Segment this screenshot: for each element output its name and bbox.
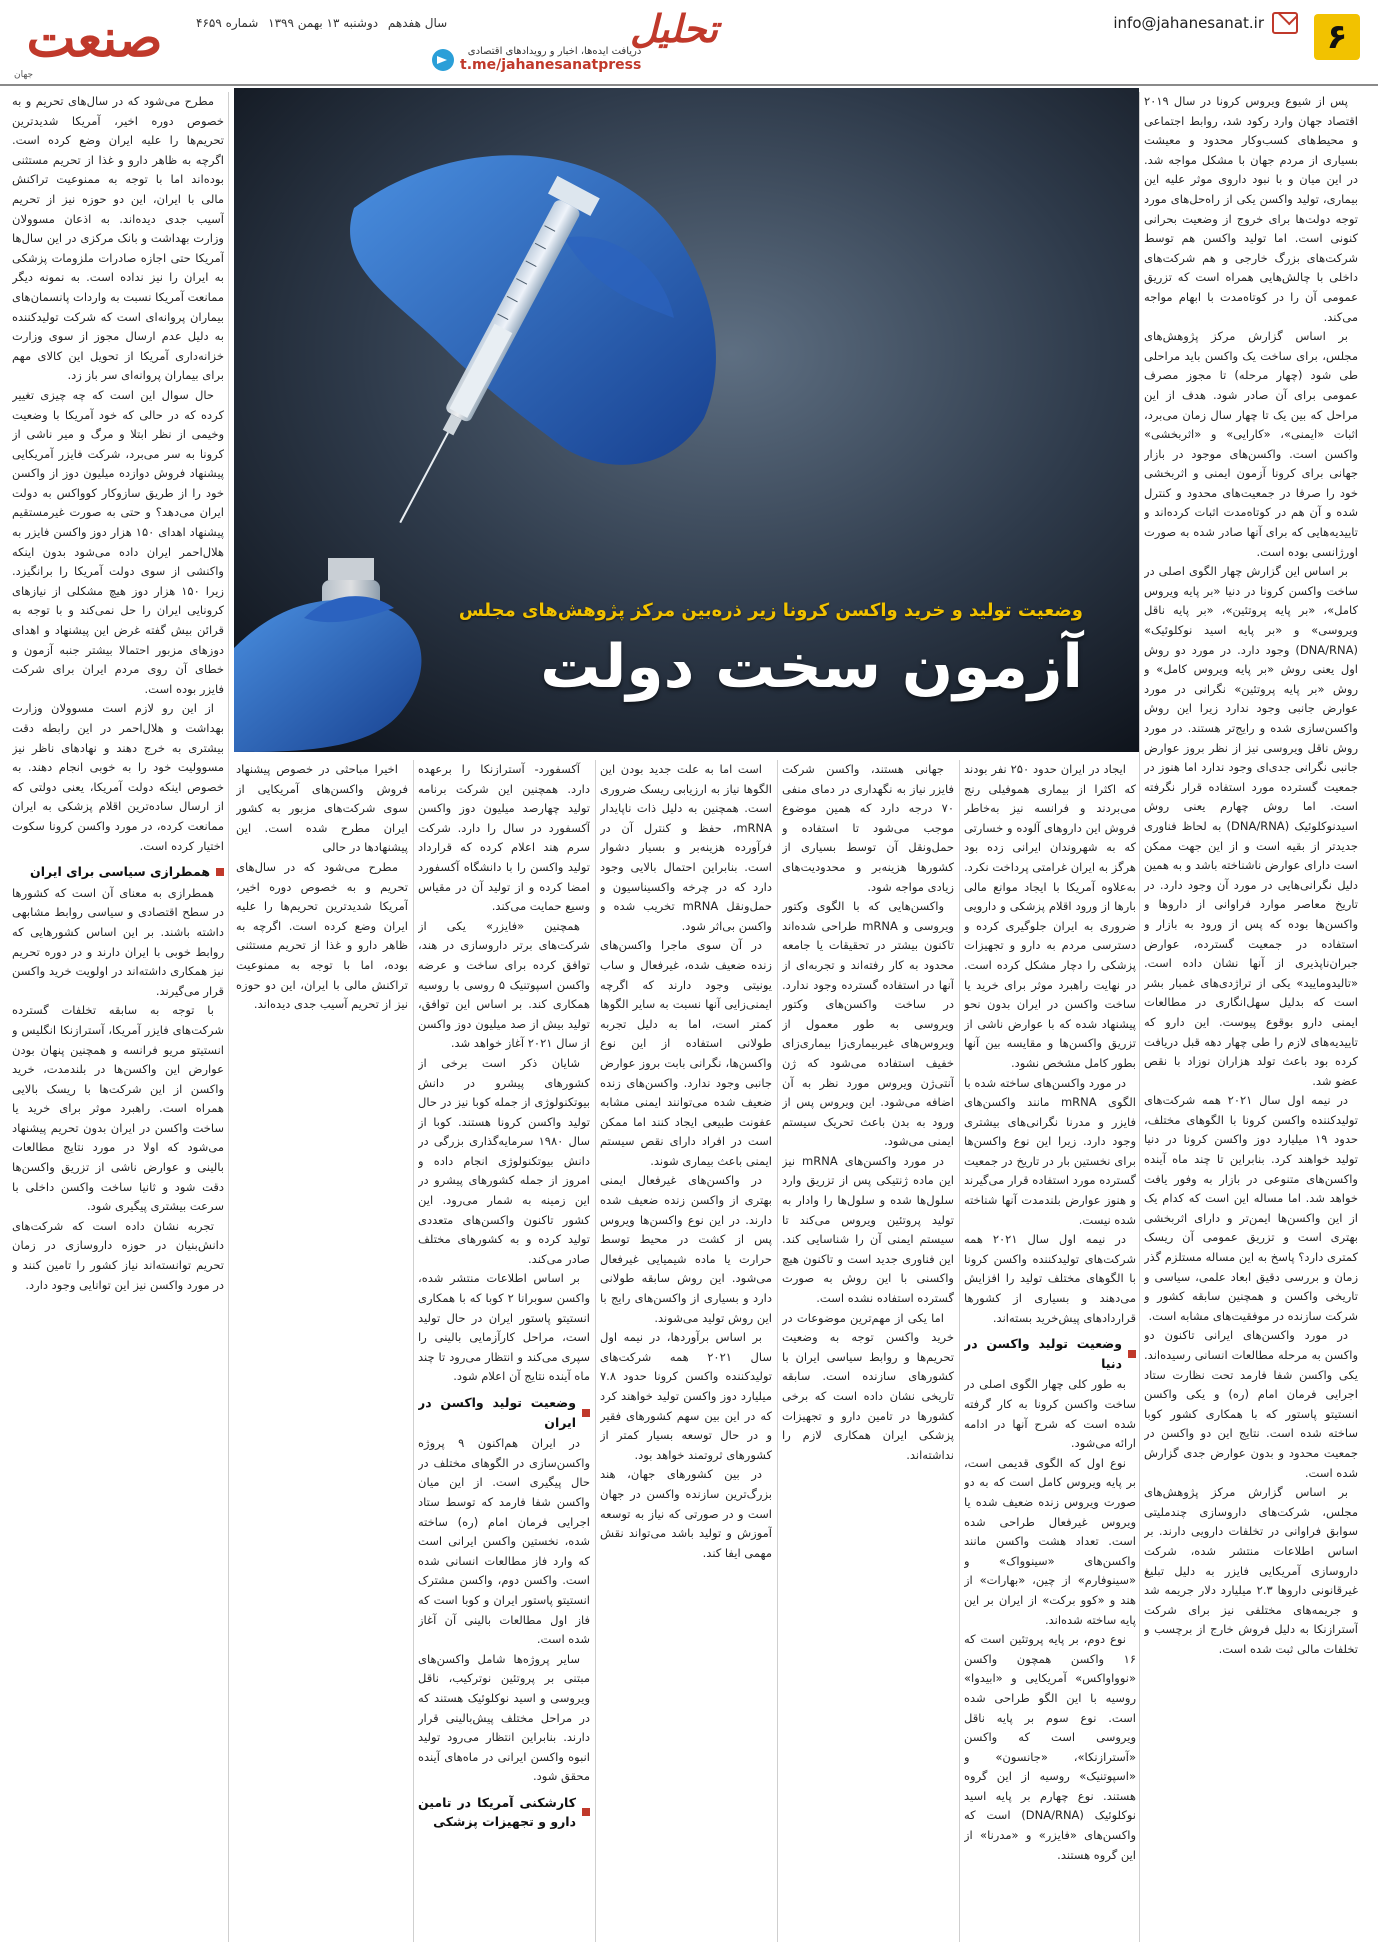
telegram-caption: دریافت ایده‌ها، اخبار و رویدادهای اقتصادی [467, 46, 642, 57]
subtitle-text: همطرازی سیاسی برای ایران [30, 864, 210, 880]
column-divider [1139, 92, 1140, 1942]
section-title: تحلیل [630, 6, 718, 51]
column-4 [418, 760, 590, 1942]
paragraph: حال سوال این است که چه چیزی تغییر کرده که در حالی که خود آمریکا با وضعیت وخیمی از نظر ابتلا و مرگ و میر ناشی از کرونا به سر می‌برد، شرکت فایزر آمریکایی پیشنهاد فروش دوازده میلیون دوز از واکسن خود را از طریق سازوکار کوواکس به دولت ایران می‌دهد؟ و حتی به صورت غیرمستقیم پیشنهاد اهدای ۱۵۰ هزار دوز واکسن فایزر به هلال‌احمر ایران داده می‌شود بدون اینکه واکنشی از سوی دولت آمریکا را برانگیزد. زیرا ۱۵۰ هزار دوز هیچ مشکلی از نیازهای کرونایی ایران را حل نمی‌کند و با توجه به قرائن بیش گفته غرض این پیشنهاد و اهدای دوزهای مزبور احتمالا بیشتر جنبه آزمون و خطای آن روی مردم ایران برای شرکت فایزر بوده است. [12, 387, 224, 696]
column-1 [964, 760, 1136, 1942]
column-left [12, 92, 224, 1942]
paragraph: شایان ذکر است برخی از کشورهای پیشرو در دانش بیوتکنولوژی از جمله کوبا نیز در حال تولید واکسن کرونا هستند. کوبا از سال ۱۹۸۰ سرمایه‌گذاری بزرگی در دانش بیوتکنولوژی انجام داده و امروز از جمله کشورهای پیشرو در این زمینه به شمار می‌رود. این کشور تاکنون واکسن‌های متعددی تولید کرده و به کشورهای مختلف صادر می‌کند. [418, 1055, 590, 1266]
paragraph: نوع اول که الگوی قدیمی است، بر پایه ویروس کامل است که به دو صورت ویروس زنده ضعیف شده یا ویروس غیرفعال طراحی شده است. تعداد هشت واکسن مانند واکسن‌های «سینوواک» و «سینوفارم» از چین، «بهارات» از هند و «کوو برکت» از ایران بر این پایه ساخته شده‌اند. [964, 1455, 1136, 1627]
paragraph: با توجه به سابقه تخلفات گسترده شرکت‌های فایزر آمریکا، آسترازنکا انگلیس و انستیتو مریو فرانسه و همچنین پنهان بودن عوارض این واکسن‌ها در بلندمدت، خرید واکسن از این شرکت‌ها با ریسک بالایی همراه است. راهبرد موثر برای خرید یا ساخت واکسن در ایران بدون تحریم پیشنهاد می‌شود که اولا در مورد نتایج مطالعات بالینی و عوارض ناشی از تزریق واکسن‌ها دقت شود و ثانیا ساخت واکسن داخلی با سرعت بیشتری پیگیری شود. [12, 1003, 224, 1214]
logo-sub: جهان [14, 70, 34, 80]
section-subtitle [12, 862, 224, 882]
telegram-link[interactable]: t.me/jahanesanatpress [460, 57, 642, 73]
column-2 [782, 760, 954, 1942]
telegram-promo[interactable] [432, 46, 641, 73]
subtitle-text: وضعیت تولید واکسن در دنیا [964, 1336, 1122, 1371]
paragraph: بر اساس گزارش مرکز پژوهش‌های مجلس، برای ساخت یک واکسن باید مراحلی طی شود (چهار مرحله) تا مجوز مصرف عمومی برای آن صادر شود. هدف از این مراحل که بین یک تا چهار سال زمان می‌برد، اثبات «ایمنی»، «کارایی» و «اثربخشی» واکسن است. واکسن‌های موجود در بازار جهانی برای کرونا آزمون ایمنی و اثربخشی خود را صرفا در جمعیت‌های محدود و کنترل شده و آن هم در کوتاه‌مدت اثبات کرده‌اند و تاییدیه‌هایی که برای آنها صادر شده به صورت اورژانسی بوده است. [1144, 329, 1358, 559]
paragraph: نوع دوم، بر پایه پروتئین است که ۱۶ واکسن همچون واکسن «نوواواکس» آمریکایی و «ابیدوا» روسیه با این الگو طراحی شده است. نوع سوم بر پایه ناقل ویروسی است که واکسن «آسترازنکا»، «جانسون» و «اسپوتنیک» روسیه از این گروه هستند. نوع چهارم بر پایه اسید نوکلوئیک (DNA/RNA) است که واکسن‌های «فایزر» و «مدرنا» از این گروه هستند. [964, 1632, 1136, 1862]
column-right [1144, 92, 1358, 1942]
paragraph: است اما به علت جدید بودن این الگوها نیاز به ارزیابی ریسک ضروری است. همچنین به دلیل ذات ناپایدار mRNA، حفظ و کنترل آن در فرآورده هزینه‌بر و بسیار دشوار است. بنابراین احتمال بالایی وجود دارد که در چرخه واکسیناسیون و حمل‌ونقل mRNA تخریب شده و واکسن بی‌اثر شود. [600, 762, 772, 933]
section-subtitle [418, 1793, 590, 1832]
page-number: ۶ [1314, 14, 1360, 60]
column-divider [959, 760, 960, 1942]
paragraph: بر اساس اطلاعات منتشر شده، واکسن سوبرانا ۲ کوبا که با همکاری انستیتو پاستور ایران در حال تولید است، مراحل کارآزمایی بالینی را سپری می‌کند و انتظار می‌رود تا چند ماه آینده نتایج آن اعلام شود. [418, 1271, 590, 1384]
paragraph: همطرازی به معنای آن است که کشورها در سطح اقتصادی و سیاسی روابط مشابهی داشته باشند. بر این اساس کشورهایی که روابط خوبی با ایران دارند و در دوره تحریم نیز همکاری داشته‌اند در اولویت خرید واکسن قرار می‌گیرند. [12, 885, 224, 998]
paragraph: در واکسن‌های غیرفعال ایمنی بهتری از واکسن زنده ضعیف شده دارند. در این نوع واکسن‌ها ویروس پس از کشت در محیط توسط حرارت یا ماده شیمیایی غیرفعال می‌شود. این روش سابقه طولانی دارد و بسیاری از واکسن‌های رایج با این روش تولید می‌شوند. [600, 1173, 772, 1325]
paragraph: در بین کشورهای جهان، هند بزرگ‌ترین سازنده واکسن در جهان است و در صورتی که نیاز به توسعه آموزش و تولید باشد می‌تواند نقش مهمی ایفا کند. [600, 1467, 772, 1560]
paragraph: همچنین «فایزر» یکی از شرکت‌های برتر داروسازی در هند، توافق کرده برای ساخت و عرضه واکسن اسپوتنیک ۵ روسی با روسیه همکاری کند. بر اساس این توافق، تولید بیش از صد میلیون دوز واکسن از سال ۲۰۲۱ آغاز خواهد شد. [418, 918, 590, 1051]
paragraph: بر اساس این گزارش چهار الگوی اصلی در ساخت واکسن کرونا در دنیا «بر پایه ویروس کامل»، «بر پایه پروتئین»، «بر پایه ناقل ویروسی» و «بر پایه اسید نوکلوئیک» (DNA/RNA) وجود دارد. در مورد دو روش اول یعنی روش «بر پایه ویروس کامل» و روش «بر پایه پروتئین» نگرانی در مورد عوارض جانبی وجود ندارد زیرا این روش واکسن‌سازی شده و رایج‌تر هستند. در مورد روش ناقل ویروسی نیز از نظر بروز عوارض جانبی نگرانی جدی‌ای وجود ندارد اما هنوز در جمعیت گسترده مورد استفاده قرار نگرفته است. اما روش چهارم یعنی روش اسیدنوکلوئیک (DNA/RNA) به لحاظ فناوری جدیدتر از بقیه است و از این جهت ممکن است دارای عوارض ناشناخته باشد و به همین دلیل نگرانی‌هایی در مورد آن وجود دارد. در تاریخ معاصر موارد فراوانی از داروها و واکسن‌ها بوده که پس از ورود به بازار و استفاده در جمعیت گسترده، عوارض جبران‌ناپذیری از آنها نشان داده است. «تالیدومایید» یکی از تراژدی‌های غمبار بشر است که بدلیل سهل‌انگاری در مطالعات ایمنی دارو بوقوع پیوست. این دارو که تاییدیه‌های لازم را طی چهار دهه قبل دریافت کرده بود باعث تولد هزاران نوزاد با نقص عضو شد. [1144, 564, 1358, 1088]
column-3 [600, 760, 772, 1942]
paragraph: در نیمه اول سال ۲۰۲۱ همه شرکت‌های تولیدکننده واکسن کرونا با الگوهای مختلف تولید را افزایش می‌دهند و بسیاری از کشورها قراردادهای پیش‌خرید بسته‌اند. [964, 1232, 1136, 1325]
paragraph: ایجاد در ایران حدود ۲۵۰ نفر بودند که اکثرا از بیماری هموفیلی رنج می‌بردند و فرانسه نیز به‌خاطر فروش این داروهای آلوده و خسارتی که به شهروندان ایرانی زده بود هرگز به ایران غرامتی پرداخت نکرد. به‌علاوه آمریکا با ایجاد موانع مالی بارها از ورود اقلام پزشکی و دارویی ضروری به ایران جلوگیری کرده و دسترسی مردم به دارو و تجهیزات پزشکی را دچار مشکل کرده است. در نهایت راهبرد موثر برای خرید یا ساخت واکسن در ایران بدون نحو پیشنهاد شده که با عوارض ناشی از تزریق واکسن‌ها و مقایسه بین آنها بطور کامل مشخص نشود. [964, 762, 1136, 1070]
paragraph: بر اساس برآوردها، در نیمه اول سال ۲۰۲۱ همه شرکت‌های تولیدکننده واکسن کرونا حدود ۷.۸ میلیارد دوز واکسن تولید خواهند کرد که در این بین سهم کشورهای فقیر و در حال توسعه بسیار کمتر از کشورهای ثروتمند خواهد بود. [600, 1330, 772, 1462]
page-header [0, 0, 1378, 86]
paragraph: مطرح می‌شود که در سال‌های تحریم و به خصوص دوره اخیر، آمریکا شدیدترین تحریم‌ها را علیه ایران وضع کرده است. اگرچه به ظاهر دارو و غذا از تحریم مستثنی بوده، اما با توجه به ممنوعیت تراکنش مالی با ایران، این دو حوزه نیز از تحریم آسیب جدی دیده‌اند. [236, 859, 408, 1012]
paragraph: در نیمه اول سال ۲۰۲۱ همه شرکت‌های تولیدکننده واکسن کرونا با الگوهای مختلف، حدود ۱۹ میلیارد دوز واکسن کرونا در دنیا تولید خواهند کرد. بنابراین تا چند ماه آینده واکسن‌های متنوعی در بازار به وفور یافت خواهد شد. اما مساله این است که کدام یک از این واکسن‌ها ایمن‌تر و دارای اثربخشی بهتری است و تزریق عمومی آن ریسک کمتری دارد؟ پاسخ به این مساله مستلزم گذر زمان و بررسی دقیق ابعاد علمی، سیاسی و تاریخی واکسن و همچنین سابقه کشور و شرکت سازنده در موفقیت‌های مشابه است. [1144, 1093, 1358, 1323]
paragraph: اخیرا مباحثی در خصوص پیشنهاد فروش واکسن‌های آمریکایی از سوی شرکت‌های مزبور به کشور ایران مطرح شده است. این پیشنهادها در حالی [236, 762, 408, 855]
paragraph: از این رو لازم است مسوولان وزارت بهداشت و هلال‌احمر در این رابطه دقت بیشتری به خرج دهند و نهادهای ناظر نیز مسوولیت خود را به خوبی انجام دهند. به خصوص اینکه دولت آمریکا، یعنی دولتی که از ارسال ساده‌ترین اقلام پزشکی به ایران ممانعت کرده، در مورد واکسن کرونا سکوت اختیار کرده است. [12, 701, 224, 853]
article-headline: آزمون سخت دولت [540, 632, 1083, 702]
paragraph: در مورد واکسن‌های ایرانی تاکنون دو واکسن به مرحله مطالعات انسانی رسیده‌اند. یکی واکسن شفا فارمد تحت نظارت ستاد اجرایی فرمان امام (ره) و یکی واکسن انستیتو پاستور که با همکاری کشور کوبا ساخته شده است. نتایج این دو واکسن در جمعیت محدود و بدون عوارض جدی گزارش شده است. [1144, 1328, 1358, 1480]
issue-info [190, 16, 447, 30]
paragraph: بر اساس گزارش مرکز پژوهش‌های مجلس، شرکت‌های داروسازی چندملیتی سوابق فراوانی در تخلفات دارویی دارند. بر اساس اطلاعات منتشر شده، شرکت داروسازی آمریکایی فایزر به دلیل تبلیغ غیرقانونی داروها ۲.۳ میلیارد دلار جریمه شد و جریمه‌های مختلفی نیز برای شرکت آسترازنکا به دلیل فروش خارج از برچسب و تخلفات مالی ثبت شده است. [1144, 1485, 1358, 1656]
paragraph: اما یکی از مهم‌ترین موضوعات در خرید واکسن توجه به وضعیت تحریم‌ها و روابط سیاسی ایران با کشورهای سازنده است. سابقه تاریخی نشان داده است که برخی کشورها در تامین دارو و تجهیزات پزشکی ایران همکاری لازم را نداشته‌اند. [782, 1310, 954, 1462]
telegram-icon [432, 49, 454, 71]
paragraph: جهانی هستند، واکسن شرکت فایزر نیاز به نگهداری در دمای منفی ۷۰ درجه دارد که همین موضوع موجب می‌شود تا استفاده و حمل‌ونقل آن توسط بسیاری از کشورها هزینه‌بر و محدودیت‌های زیادی مواجه شود. [782, 762, 954, 894]
issue-date: دوشنبه ۱۳ بهمن ۱۳۹۹ [268, 16, 379, 30]
paragraph: در آن سوی ماجرا واکسن‌های زنده ضعیف شده، غیرفعال و ساب یونیتی وجود دارند که اگرچه ایمنی‌زایی آنها نسبت به سایر الگوها کمتر است، اما به دلیل تجربه طولانی استفاده از این نوع واکسن‌ها، نگرانی بابت بروز عوارض جانبی وجود ندارد. واکسن‌های زنده ضعیف شده می‌توانند ایمنی مشابه عفونت طبیعی ایجاد کنند اما ممکن است در افراد دارای نقص سیستم ایمنی باعث بیماری شوند. [600, 938, 772, 1168]
column-divider [777, 760, 778, 1942]
paragraph: تجربه نشان داده است که شرکت‌های دانش‌بنیان در حوزه داروسازی در زمان تحریم توانسته‌اند نیاز کشور را تامین کنند و در مورد واکسن نیز این توانایی وجود دارد. [12, 1218, 224, 1292]
logo-word: صنعت [26, 8, 163, 69]
paragraph: آکسفورد- آسترازنکا را برعهده دارد. همچنین این شرکت برنامه تولید چهارصد میلیون دوز واکسن آکسفورد در سال را دارد. شرکت سرم هند اعلام کرده که قرارداد تولید واکسن را با دانشگاه آکسفورد امضا کرده و از تولید آن در مقیاس وسیع حمایت می‌کند. [418, 762, 590, 914]
paragraph: به طور کلی چهار الگوی اصلی در ساخت واکسن کرونا به کار گرفته شده است که شرح آنها در ادامه ارائه می‌شود. [964, 1377, 1136, 1451]
column-5 [236, 760, 408, 1942]
paragraph: پس از شیوع ویروس کرونا در سال ۲۰۱۹ اقتصاد جهان وارد رکود شد، روابط اجتماعی و محیط‌های کسب‌وکار محدود و معیشت بسیاری از مردم جهان با مشکل مواجه شد. در این میان و با نبود داروی موثر علیه این بیماری، تولید واکسن یکی از راه‌حل‌های مورد توجه دولت‌ها برای خروج از وضعیت بحرانی کنونی است. اما تولید واکسن هم توسط شرکت‌های بزرگ خارجی و هم شرکت‌های داخلی با چالش‌هایی همراه است که تزریق عمومی آن را در کوتاه‌مدت با ابهام مواجه می‌کند. [1144, 94, 1358, 324]
column-divider [413, 760, 414, 1942]
mail-icon [1272, 12, 1298, 34]
paragraph: واکسن‌هایی که با الگوی وکتور ویروسی و mRNA طراحی شده‌اند تاکنون بیشتر در تحقیقات یا جامعه محدود به کار رفته‌اند و تجربه‌ای از آنها در استفاده گسترده وجود ندارد. در ساخت واکسن‌های وکتور ویروسی به طور معمول از ویروس‌های غیربیماری‌زا بیماری‌زای خفیف استفاده می‌شود که ژن آنتی‌ژن ویروس مورد نظر به آن اضافه می‌شود. این ویروس پس از ورود به بدن باعث تحریک سیستم ایمنی می‌شود. [782, 899, 954, 1149]
paragraph: در ایران هم‌اکنون ۹ پروژه واکسن‌سازی در الگوهای مختلف در حال پیگیری است. از این میان واکسن شفا فارمد که توسط ستاد اجرایی فرمان امام (ره) ساخته شده، نخستین واکسن ایرانی است که وارد فاز مطالعات انسانی شده است. واکسن دوم، واکسن مشترک انستیتو پاستور ایران و کوبا است که فاز اول مطالعات بالینی آن آغاز شده است. [418, 1436, 590, 1647]
column-divider [228, 92, 229, 1942]
paragraph: در مورد واکسن‌های mRNA نیز این ماده ژنتیکی پس از تزریق وارد سلول‌ها شده و سلول‌ها را وادار به تولید پروتئین ویروس می‌کند تا سیستم ایمنی آن را شناسایی کند. این فناوری جدید است و تاکنون هیچ واکسنی با این روش به صورت گسترده استفاده نشده است. [782, 1153, 954, 1306]
issue-year: سال هفدهم [387, 16, 448, 30]
section-subtitle [964, 1334, 1136, 1373]
paragraph: سایر پروژه‌ها شامل واکسن‌های مبتنی بر پروتئین نوترکیب، ناقل ویروسی و اسید نوکلوئیک هستند که در مراحل مختلف پیش‌بالینی قرار دارند. بنابراین انتظار می‌رود تولید انبوه واکسن ایرانی در ماه‌های آینده محقق شود. [418, 1651, 590, 1784]
column-divider [595, 760, 596, 1942]
paragraph: در مورد واکسن‌های ساخته شده با الگوی mRNA مانند واکسن‌های فایزر و مدرنا نگرانی‌های بیشتری وجود دارد. زیرا این نوع واکسن‌ها برای نخستین بار در تاریخ در جمعیت گسترده مورد استفاده قرار می‌گیرند و هنوز عوارض بلندمدت آنها شناخته شده نیست. [964, 1075, 1136, 1227]
email-contact[interactable] [1113, 12, 1298, 34]
email-text[interactable]: info@jahanesanat.ir [1113, 14, 1264, 32]
article-subhead: وضعیت تولید و خرید واکسن کرونا زیر ذره‌بین مرکز پژوهش‌های مجلس [458, 600, 1083, 621]
section-subtitle [418, 1393, 590, 1432]
issue-number: شماره ۴۶۵۹ [196, 16, 259, 30]
newspaper-logo [12, 8, 177, 80]
paragraph: مطرح می‌شود که در سال‌های تحریم و به خصوص دوره اخیر، آمریکا شدیدترین تحریم‌ها را علیه ایران وضع کرده است. اگرچه به ظاهر دارو و غذا از تحریم مستثنی بوده‌اند اما با توجه به ممنوعیت تراکنش مالی با ایران، این دو حوزه نیز از تحریم آسیب جدی دیده‌اند. به اذعان مسوولان وزارت بهداشت و بانک مرکزی در این سال‌ها آمریکا حتی اجازه صادرات ملزومات پزشکی به ایران را نیز نداده است. به نمونه دیگر ممانعت آمریکا نسبت به واردات پانسمان‌های بیماران پروانه‌ای است که شرکت تولیدکننده به دلیل عدم ارسال مجوز از سوی وزارت خزانه‌داری آمریکا از تحویل این کالای مهم برای بیماران پروانه‌ای سر باز زد. [12, 94, 224, 383]
subtitle-text: وضعیت تولید واکسن در ایران [418, 1395, 576, 1430]
subtitle-text: کارشکنی آمریکا در تامین دارو و تجهیزات پزشکی [418, 1794, 576, 1830]
